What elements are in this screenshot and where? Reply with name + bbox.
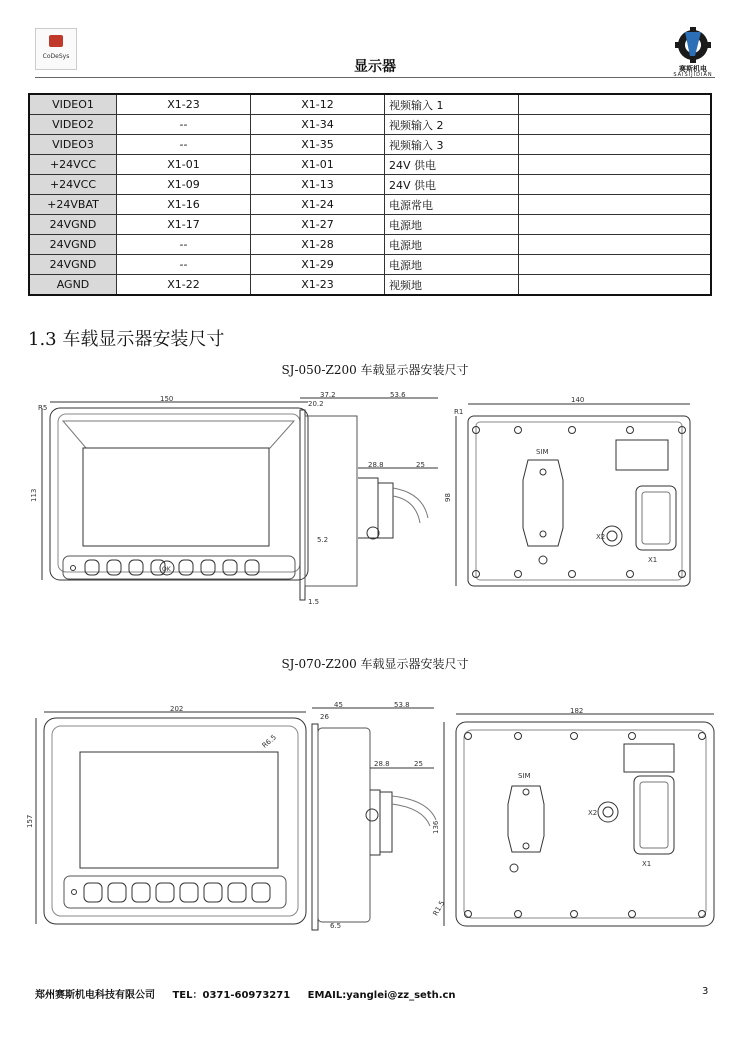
cube-icon: [49, 35, 63, 47]
d1-side-cable: 53.6: [390, 391, 406, 399]
table-row: [29, 155, 711, 175]
table-cell: X1-13: [251, 175, 385, 195]
table-cell: AGND: [29, 275, 117, 296]
table-cell: 电源常电: [385, 195, 519, 215]
side-view-2: [312, 708, 436, 930]
d2-side-conn-b: 25: [414, 760, 423, 768]
table-cell: X1-01: [251, 155, 385, 175]
svg-text:OK: OK: [162, 566, 171, 573]
table-cell: VIDEO3: [29, 135, 117, 155]
d2-side-base: 6.5: [330, 922, 342, 930]
d1-front-width: 150: [160, 395, 174, 403]
table-cell: X1-01: [117, 155, 251, 175]
saisi-logo-brand: 赛斯机电: [679, 65, 707, 73]
table-cell: X1-16: [117, 195, 251, 215]
d1-side-depth-a: 37.2: [320, 391, 336, 399]
table-cell: X1-27: [251, 215, 385, 235]
d1-x1-label: X1: [648, 556, 658, 564]
gear-icon: [668, 26, 718, 64]
front-top-bevel: [63, 421, 294, 448]
table-cell: X1-23: [117, 94, 251, 115]
table-cell: 视频输入 1: [385, 94, 519, 115]
d1-rear-height: 98: [444, 493, 452, 502]
d2-rear-radius: R1.5: [431, 899, 447, 918]
d2-x2-label: X2: [588, 809, 598, 817]
table-cell: 24VGND: [29, 255, 117, 275]
table-cell: [519, 195, 712, 215]
d2-rear-height: 136: [432, 820, 440, 834]
pin-table: [28, 93, 712, 296]
codesys-logo-text: CoDeSys: [42, 53, 70, 60]
saisi-logo: [668, 26, 718, 78]
table-cell: +24VCC: [29, 155, 117, 175]
front-bezel-inner: [58, 414, 300, 572]
d1-side-offset: 5.2: [317, 536, 329, 544]
d1-side-conn-b: 25: [416, 461, 425, 469]
table-cell: VIDEO1: [29, 94, 117, 115]
page-footer: [35, 986, 470, 1001]
side-view-1: [300, 398, 438, 600]
saisi-logo-sub: SAISIJIDIAN: [673, 72, 713, 78]
d1-side-depth-b: 20.2: [308, 400, 324, 408]
d2-side-depth-a: 45: [334, 701, 343, 709]
table-cell: 24VGND: [29, 215, 117, 235]
drawing1-caption: SJ-050-Z200 车载显示器安装尺寸: [281, 363, 469, 377]
table-cell: [519, 275, 712, 296]
table-cell: [519, 175, 712, 195]
table-cell: [519, 235, 712, 255]
table-cell: 视频地: [385, 275, 519, 296]
table-row: [29, 235, 711, 255]
table-cell: +24VBAT: [29, 195, 117, 215]
table-cell: VIDEO2: [29, 115, 117, 135]
d2-side-cable: 53.8: [394, 701, 410, 709]
table-cell: 24V 供电: [385, 175, 519, 195]
table-cell: X1-34: [251, 115, 385, 135]
table-cell: 视频输入 3: [385, 135, 519, 155]
d2-side-conn-a: 28.8: [374, 760, 390, 768]
footer-email: EMAIL:yanglei@zz_seth.cn: [307, 990, 456, 1001]
table-cell: [519, 94, 712, 115]
footer-tel: TEL：0371-60973271: [172, 990, 291, 1001]
table-row: [29, 275, 711, 296]
drawing2: [28, 700, 718, 940]
sim-slot: [523, 460, 563, 546]
table-cell: [519, 255, 712, 275]
d2-radius: R6.5: [260, 733, 278, 750]
table-row: [29, 175, 711, 195]
table-cell: [519, 155, 712, 175]
table-cell: X1-35: [251, 135, 385, 155]
table-row: [29, 195, 711, 215]
page-header-title: 显示器: [354, 59, 396, 75]
table-cell: [519, 115, 712, 135]
d2-side-depth-b: 26: [320, 713, 329, 721]
table-row: [29, 115, 711, 135]
table-cell: 24VGND: [29, 235, 117, 255]
table-row: [29, 135, 711, 155]
d1-radius: R5: [38, 404, 48, 412]
d1-rear-width: 140: [571, 396, 585, 404]
d1-front-height: 113: [30, 488, 38, 502]
front-buttons-2: [72, 883, 271, 902]
table-cell: X1-23: [251, 275, 385, 296]
table-cell: X1-17: [117, 215, 251, 235]
table-cell: 电源地: [385, 235, 519, 255]
table-row: [29, 94, 711, 115]
table-cell: --: [117, 235, 251, 255]
table-cell: X1-22: [117, 275, 251, 296]
table-cell: 24V 供电: [385, 155, 519, 175]
d2-sim-label: SIM: [518, 772, 531, 780]
table-cell: X1-24: [251, 195, 385, 215]
d1-sim-label: SIM: [536, 448, 549, 456]
footer-company: 郑州赛斯机电科技有限公司: [35, 990, 155, 1001]
page-number: 3: [702, 986, 709, 997]
header-divider: [35, 77, 715, 78]
table-cell: --: [117, 135, 251, 155]
table-cell: +24VCC: [29, 175, 117, 195]
table-cell: 电源地: [385, 255, 519, 275]
d2-front-height: 157: [26, 814, 34, 828]
front-view-1: [42, 402, 308, 580]
rear-view-2: [444, 714, 714, 926]
table-cell: X1-09: [117, 175, 251, 195]
table-row: [29, 255, 711, 275]
table-cell: X1-29: [251, 255, 385, 275]
drawing1: [28, 388, 718, 610]
front-buttons: [71, 560, 260, 575]
table-cell: X1-12: [251, 94, 385, 115]
section-heading: 1.3 车载显示器安装尺寸: [28, 329, 225, 350]
d1-side-conn-a: 28.8: [368, 461, 384, 469]
d2-x1-label: X1: [642, 860, 652, 868]
drawing2-caption: SJ-070-Z200 车载显示器安装尺寸: [281, 657, 469, 671]
table-cell: --: [117, 255, 251, 275]
table-cell: [519, 135, 712, 155]
table-cell: 视频输入 2: [385, 115, 519, 135]
d1-rear-radius: R1: [454, 408, 464, 416]
d1-x2-label: X2: [596, 533, 606, 541]
table-cell: --: [117, 115, 251, 135]
table-cell: 电源地: [385, 215, 519, 235]
table-cell: X1-28: [251, 235, 385, 255]
d2-front-width: 202: [170, 705, 184, 713]
table-row: [29, 215, 711, 235]
front-screen: [83, 448, 269, 546]
d1-side-base: 1.5: [308, 598, 320, 606]
d2-rear-width: 182: [570, 707, 584, 715]
table-cell: [519, 215, 712, 235]
